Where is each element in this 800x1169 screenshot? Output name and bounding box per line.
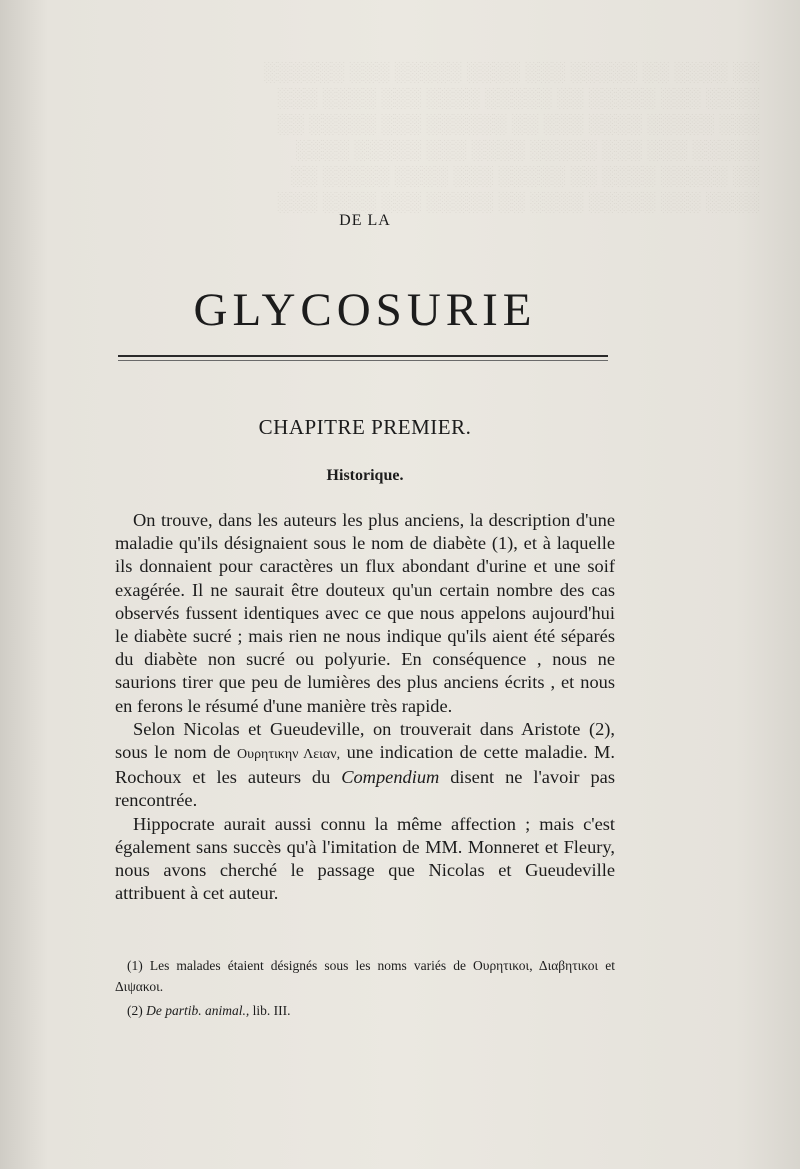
paragraph-1: On trouve, dans les auteurs les plus anciens, la description d'une maladie qu'ils désignaient sous le nom de diabète (1), et à laquelle ils donnaient pour caractères un flux abondant d'urine et une soif exagérée. Il ne saurait être douteux qu'un certain nombre des cas observés fussent identiques avec ce que nous appelons aujourd'hui le diabète sucré ; mais rien ne nous indique qu'ils aient été séparés du diabète non sucré ou polyurie. En conséquence , nous ne saurions tirer que peu de lumières des plus anciens écrits , et nous en ferons le résumé d'une manière très rapide. <box>115 510 615 716</box>
bleed-through-texture: ░░ ░░░░ ░░ ░░░░░ ░░░ ░░░░ ░░░░░ ░░░ ░░░░░░ ░░░░ ░░░ ░░░░░ ░░ ░░░░░ ░░░░ ░░░ ░░░░ ░░░ ░░░ ░░░░░ ░░░░ ░░░ ░░ ░░░░░░ ░░░ ░░░░░ ░░ ░░░░░ ░░░ ░░░ ░░░░░ ░░░░ ░░░ ░░░░░ ░░░░ ░░ ░░░░░ ░░░░ ░░ ░░░░░ ░░░ ░░░░ ░░░░░ ░░ ░░░░ ░░░ ░░░░░ ░░░░ ░░ ░░░░░ ░░░ ░░░░ ░░░ <box>264 62 760 213</box>
pre-title: DE LA <box>339 212 391 229</box>
paragraph-3: Hippocrate aurait aussi connu la même affection ; mais c'est également sans succès qu'à l'imitation de MM. Monneret et Fleury, nous avons cherché le passage que Nicolas et Gueudeville attribuent à cet auteur. <box>115 813 615 904</box>
title-rule <box>118 355 608 357</box>
footnote-2-work: De partib. animal., <box>146 1003 250 1018</box>
page-title: GLYCOSURIE <box>193 284 537 337</box>
compendium-title: Compendium <box>341 767 440 788</box>
paragraph-2-text-3: disent ne l'avoir pas rencontrée. <box>115 767 615 811</box>
footnote-2-number: (2) <box>127 1003 147 1018</box>
body-text <box>115 509 615 905</box>
section-heading: Historique. <box>326 467 404 484</box>
title-rule-thin <box>118 360 608 361</box>
footnote-2 <box>115 1000 615 1021</box>
paragraph-2-text-2: une indication de cette maladie. M. Rochoux et les auteurs du <box>115 742 615 788</box>
footnotes <box>115 955 615 1024</box>
paragraph-2 <box>115 718 615 813</box>
footnote-1: (1) Les malades étaient désignés sous les noms variés de Ουρητικοι, Διαβητικοι et Διψακοι. <box>115 958 615 994</box>
greek-term: Ουρητικην Λειαν, <box>237 747 341 763</box>
paragraph-2-text-1: Selon Nicolas et Gueudeville, on trouverait dans Aristote (2), sous le nom de <box>115 718 615 763</box>
footnote-2-ref: lib. III. <box>249 1003 291 1018</box>
chapter-heading: CHAPITRE PREMIER. <box>258 415 472 439</box>
